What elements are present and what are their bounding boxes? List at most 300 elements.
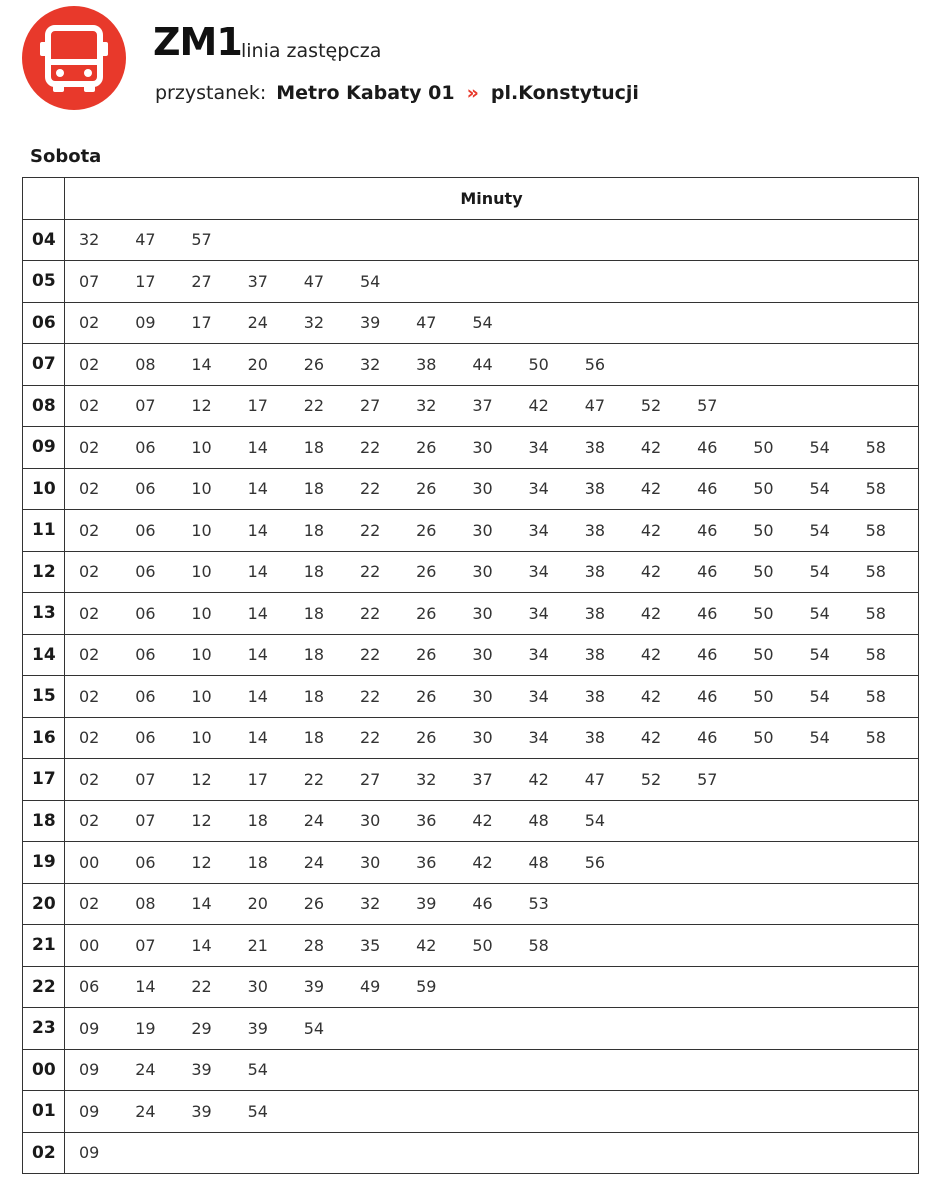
departure-minute: 24 — [303, 852, 325, 872]
hour-cell: 06 — [23, 302, 65, 344]
departure-minute: 42 — [640, 520, 662, 540]
departure-minute: 47 — [584, 396, 606, 416]
departure-minute: 06 — [135, 686, 156, 706]
minutes-cell — [65, 344, 919, 386]
departure-minute: 54 — [247, 1101, 268, 1121]
departure-minute: 02 — [79, 894, 100, 914]
departure-minute: 34 — [528, 520, 549, 540]
departure-minute: 58 — [528, 935, 549, 955]
hour-cell: 02 — [23, 1132, 65, 1174]
departure-minute: 54 — [809, 603, 830, 623]
departure-minute: 00 — [79, 852, 100, 872]
timetable — [22, 177, 919, 1174]
departure-minute: 12 — [191, 811, 212, 831]
departure-minute: 10 — [191, 562, 212, 582]
departure-minute: 58 — [865, 686, 886, 706]
departure-minute: 17 — [247, 396, 268, 416]
departure-minute: 07 — [135, 396, 156, 416]
departure-minute: 17 — [191, 313, 212, 333]
departure-minute: 02 — [79, 686, 100, 706]
departure-minute: 34 — [528, 645, 549, 665]
departure-minute: 38 — [584, 562, 606, 582]
minutes-cell — [65, 1008, 919, 1050]
departure-minute: 10 — [191, 728, 212, 748]
departure-minute: 26 — [303, 354, 325, 374]
hour-cell: 18 — [23, 800, 65, 842]
departure-minute: 48 — [528, 852, 549, 872]
departure-minute: 39 — [191, 1060, 212, 1080]
departure-minute: 22 — [359, 437, 381, 457]
departure-minute: 34 — [528, 437, 549, 457]
departure-minute: 30 — [472, 686, 493, 706]
departure-minute: 58 — [865, 645, 886, 665]
minutes-cell — [65, 510, 919, 552]
minutes-cell — [65, 1132, 919, 1174]
minutes-cell — [65, 883, 919, 925]
departure-minute: 58 — [865, 562, 886, 582]
departure-minute: 20 — [247, 354, 268, 374]
departure-minute: 08 — [135, 894, 156, 914]
destination-name: pl.Konstytucji — [490, 82, 639, 104]
departure-minute: 24 — [135, 1060, 156, 1080]
departure-minute: 02 — [79, 354, 100, 374]
departure-minute: 17 — [135, 271, 156, 291]
departure-minute: 57 — [191, 230, 212, 250]
table-row — [23, 1008, 919, 1050]
departure-minute: 07 — [135, 769, 156, 789]
departure-minute: 02 — [79, 313, 100, 333]
departure-minute: 35 — [359, 935, 381, 955]
hour-cell: 11 — [23, 510, 65, 552]
hour-cell: 22 — [23, 966, 65, 1008]
hour-cell: 14 — [23, 634, 65, 676]
departure-minute: 19 — [135, 1018, 156, 1038]
departure-minute: 58 — [865, 520, 886, 540]
departure-minute: 06 — [135, 479, 156, 499]
timetable-body — [23, 219, 919, 1174]
departure-minute: 39 — [303, 977, 325, 997]
departure-minute: 26 — [416, 479, 437, 499]
departure-minute: 06 — [135, 728, 156, 748]
departure-minute: 30 — [247, 977, 268, 997]
departure-minute: 24 — [303, 811, 325, 831]
departure-minute: 50 — [753, 520, 774, 540]
departure-minute: 18 — [303, 603, 325, 623]
departure-minute: 27 — [359, 769, 381, 789]
departure-minute: 50 — [753, 645, 774, 665]
departure-minute: 22 — [359, 728, 381, 748]
departure-minute: 18 — [303, 686, 325, 706]
minutes-cell — [65, 717, 919, 759]
departure-minute: 14 — [247, 603, 268, 623]
departure-minute: 46 — [697, 479, 718, 499]
timetable-header-row — [23, 178, 919, 220]
table-row — [23, 759, 919, 801]
departure-minute: 02 — [79, 520, 100, 540]
departure-minute: 30 — [472, 479, 493, 499]
minutes-cell — [65, 551, 919, 593]
departure-minute: 38 — [584, 603, 606, 623]
minutes-cell — [65, 219, 919, 261]
departure-minute: 42 — [640, 728, 662, 748]
departure-minute: 36 — [416, 811, 437, 831]
hour-cell: 21 — [23, 925, 65, 967]
departure-minute: 29 — [191, 1018, 212, 1038]
departure-minute: 06 — [135, 437, 156, 457]
hour-cell: 13 — [23, 593, 65, 635]
departure-minute: 18 — [303, 645, 325, 665]
departure-minute: 44 — [472, 354, 493, 374]
departure-minute: 14 — [247, 728, 268, 748]
departure-minute: 38 — [416, 354, 437, 374]
departure-minute: 10 — [191, 645, 212, 665]
departure-minute: 57 — [697, 769, 718, 789]
departure-minute: 37 — [472, 396, 493, 416]
minutes-cell — [65, 385, 919, 427]
departure-minute: 26 — [416, 603, 437, 623]
departure-minute: 46 — [472, 894, 493, 914]
hour-cell: 04 — [23, 219, 65, 261]
line-description: linia zastępcza — [241, 40, 382, 62]
table-row — [23, 842, 919, 884]
minutes-cell — [65, 1091, 919, 1133]
departure-minute: 34 — [528, 603, 549, 623]
departure-minute: 58 — [865, 479, 886, 499]
departure-minute: 02 — [79, 645, 100, 665]
departure-minute: 47 — [135, 230, 156, 250]
departure-minute: 42 — [640, 562, 662, 582]
departure-minute: 59 — [416, 977, 437, 997]
departure-minute: 54 — [809, 562, 830, 582]
departure-minute: 38 — [584, 520, 606, 540]
departure-minute: 32 — [303, 313, 325, 333]
departure-minute: 00 — [79, 935, 100, 955]
table-row — [23, 634, 919, 676]
departure-minute: 46 — [697, 603, 718, 623]
departure-minute: 30 — [472, 645, 493, 665]
stop-name: Metro Kabaty 01 — [276, 82, 455, 104]
departure-minute: 54 — [809, 437, 830, 457]
minutes-cell — [65, 468, 919, 510]
table-row — [23, 468, 919, 510]
hour-cell: 17 — [23, 759, 65, 801]
departure-minute: 30 — [472, 437, 493, 457]
departure-minute: 22 — [303, 769, 325, 789]
departure-minute: 54 — [809, 645, 830, 665]
departure-minute: 14 — [247, 437, 268, 457]
departure-minute: 36 — [416, 852, 437, 872]
departure-minute: 02 — [79, 479, 100, 499]
departure-minute: 54 — [303, 1018, 325, 1038]
departure-minute: 02 — [79, 769, 100, 789]
departure-minute: 22 — [359, 686, 381, 706]
departure-minute: 48 — [528, 811, 549, 831]
departure-minute: 52 — [640, 396, 662, 416]
departure-minute: 30 — [472, 520, 493, 540]
departure-minute: 58 — [865, 728, 886, 748]
departure-minute: 14 — [191, 894, 212, 914]
hour-column-header — [23, 178, 65, 220]
departure-minute: 50 — [753, 437, 774, 457]
departure-minute: 14 — [191, 935, 212, 955]
departure-minute: 22 — [191, 977, 212, 997]
departure-minute: 42 — [640, 479, 662, 499]
departure-minute: 54 — [584, 811, 606, 831]
minutes-cell — [65, 593, 919, 635]
departure-minute: 46 — [697, 728, 718, 748]
minutes-cell — [65, 634, 919, 676]
departure-minute: 10 — [191, 437, 212, 457]
departure-minute: 26 — [416, 645, 437, 665]
departure-minute: 47 — [303, 271, 325, 291]
departure-minute: 18 — [303, 562, 325, 582]
bus-icon — [22, 6, 126, 110]
minutes-cell — [65, 676, 919, 718]
table-row — [23, 385, 919, 427]
departure-minute: 32 — [79, 230, 100, 250]
hour-cell: 10 — [23, 468, 65, 510]
hour-cell: 08 — [23, 385, 65, 427]
hour-cell: 19 — [23, 842, 65, 884]
departure-minute: 39 — [247, 1018, 268, 1038]
hour-cell: 01 — [23, 1091, 65, 1133]
departure-minute: 02 — [79, 728, 100, 748]
departure-minute: 46 — [697, 562, 718, 582]
table-row — [23, 1091, 919, 1133]
departure-minute: 30 — [472, 562, 493, 582]
table-row — [23, 344, 919, 386]
departure-minute: 46 — [697, 686, 718, 706]
departure-minute: 24 — [135, 1101, 156, 1121]
departure-minute: 30 — [359, 852, 381, 872]
departure-minute: 10 — [191, 603, 212, 623]
minutes-column-header: Minuty — [65, 178, 919, 220]
departure-minute: 32 — [359, 894, 381, 914]
departure-minute: 22 — [359, 562, 381, 582]
departure-minute: 42 — [640, 686, 662, 706]
minutes-cell — [65, 925, 919, 967]
departure-minute: 38 — [584, 645, 606, 665]
table-row — [23, 883, 919, 925]
departure-minute: 32 — [416, 769, 437, 789]
departure-minute: 42 — [640, 603, 662, 623]
hour-cell: 00 — [23, 1049, 65, 1091]
departure-minute: 38 — [584, 728, 606, 748]
departure-minute: 07 — [135, 811, 156, 831]
departure-minute: 22 — [303, 396, 325, 416]
departure-minute: 58 — [865, 603, 886, 623]
minutes-cell — [65, 842, 919, 884]
departure-minute: 50 — [472, 935, 493, 955]
departure-minute: 27 — [359, 396, 381, 416]
hour-cell: 05 — [23, 261, 65, 303]
table-row — [23, 593, 919, 635]
departure-minute: 50 — [753, 479, 774, 499]
direction-arrow-icon: » — [466, 82, 479, 104]
minutes-cell — [65, 966, 919, 1008]
minutes-cell — [65, 302, 919, 344]
minutes-cell — [65, 759, 919, 801]
departure-minute: 50 — [528, 354, 549, 374]
departure-minute: 38 — [584, 479, 606, 499]
departure-minute: 06 — [79, 977, 100, 997]
departure-minute: 21 — [247, 935, 268, 955]
departure-minute: 53 — [528, 894, 549, 914]
departure-minute: 14 — [135, 977, 156, 997]
departure-minute: 42 — [416, 935, 437, 955]
departure-minute: 10 — [191, 520, 212, 540]
table-row — [23, 219, 919, 261]
departure-minute: 14 — [191, 354, 212, 374]
departure-minute: 47 — [416, 313, 437, 333]
departure-minute: 09 — [79, 1018, 100, 1038]
departure-minute: 17 — [247, 769, 268, 789]
hour-cell: 16 — [23, 717, 65, 759]
departure-minute: 14 — [247, 520, 268, 540]
departure-minute: 18 — [247, 852, 268, 872]
departure-minute: 14 — [247, 645, 268, 665]
minutes-cell — [65, 800, 919, 842]
departure-minute: 09 — [135, 313, 156, 333]
departure-minute: 07 — [135, 935, 156, 955]
departure-minute: 14 — [247, 479, 268, 499]
departure-minute: 02 — [79, 811, 100, 831]
departure-minute: 22 — [359, 603, 381, 623]
departure-minute: 14 — [247, 562, 268, 582]
departure-minute: 06 — [135, 645, 156, 665]
departure-minute: 34 — [528, 728, 549, 748]
departure-minute: 09 — [79, 1060, 100, 1080]
departure-minute: 26 — [416, 686, 437, 706]
hour-cell: 09 — [23, 427, 65, 469]
departure-minute: 22 — [359, 520, 381, 540]
departure-minute: 50 — [753, 728, 774, 748]
departure-minute: 09 — [79, 1101, 100, 1121]
departure-minute: 20 — [247, 894, 268, 914]
departure-minute: 39 — [359, 313, 381, 333]
departure-minute: 54 — [472, 313, 493, 333]
departure-minute: 12 — [191, 852, 212, 872]
minutes-cell — [65, 427, 919, 469]
departure-minute: 09 — [79, 1143, 100, 1163]
departure-minute: 18 — [303, 728, 325, 748]
table-row — [23, 551, 919, 593]
departure-minute: 26 — [303, 894, 325, 914]
table-row — [23, 676, 919, 718]
departure-minute: 06 — [135, 852, 156, 872]
departure-minute: 42 — [640, 437, 662, 457]
day-label: Sobota — [30, 146, 102, 167]
departure-minute: 18 — [303, 479, 325, 499]
departure-minute: 54 — [809, 728, 830, 748]
departure-minute: 27 — [191, 271, 212, 291]
departure-minute: 54 — [809, 686, 830, 706]
departure-minute: 02 — [79, 437, 100, 457]
departure-minute: 42 — [528, 769, 549, 789]
departure-minute: 06 — [135, 562, 156, 582]
departure-minute: 50 — [753, 562, 774, 582]
departure-minute: 42 — [472, 811, 493, 831]
departure-minute: 24 — [247, 313, 268, 333]
departure-minute: 39 — [416, 894, 437, 914]
table-row — [23, 800, 919, 842]
table-row — [23, 302, 919, 344]
departure-minute: 32 — [416, 396, 437, 416]
table-row — [23, 925, 919, 967]
departure-minute: 06 — [135, 520, 156, 540]
departure-minute: 49 — [359, 977, 381, 997]
departure-minute: 34 — [528, 479, 549, 499]
table-row — [23, 1049, 919, 1091]
departure-minute: 46 — [697, 437, 718, 457]
departure-minute: 30 — [359, 811, 381, 831]
departure-minute: 46 — [697, 645, 718, 665]
hour-cell: 07 — [23, 344, 65, 386]
departure-minute: 32 — [359, 354, 381, 374]
hour-cell: 15 — [23, 676, 65, 718]
departure-minute: 37 — [472, 769, 493, 789]
departure-minute: 37 — [247, 271, 268, 291]
departure-minute: 30 — [472, 728, 493, 748]
departure-minute: 38 — [584, 686, 606, 706]
departure-minute: 02 — [79, 562, 100, 582]
departure-minute: 18 — [303, 520, 325, 540]
departure-minute: 34 — [528, 686, 549, 706]
hour-cell: 20 — [23, 883, 65, 925]
minutes-cell — [65, 261, 919, 303]
departure-minute: 42 — [472, 852, 493, 872]
departure-minute: 58 — [865, 437, 886, 457]
departure-minute: 18 — [247, 811, 268, 831]
departure-minute: 46 — [697, 520, 718, 540]
departure-minute: 30 — [472, 603, 493, 623]
departure-minute: 22 — [359, 479, 381, 499]
departure-minute: 06 — [135, 603, 156, 623]
departure-minute: 08 — [135, 354, 156, 374]
departure-minute: 12 — [191, 769, 212, 789]
hour-cell: 12 — [23, 551, 65, 593]
departure-minute: 07 — [79, 271, 100, 291]
departure-minute: 39 — [191, 1101, 212, 1121]
departure-minute: 50 — [753, 686, 774, 706]
departure-minute: 42 — [640, 645, 662, 665]
departure-minute: 56 — [584, 354, 606, 374]
departure-minute: 52 — [640, 769, 662, 789]
departure-minute: 12 — [191, 396, 212, 416]
departure-minute: 26 — [416, 437, 437, 457]
stop-info — [155, 82, 639, 104]
hour-cell: 23 — [23, 1008, 65, 1050]
departure-minute: 38 — [584, 437, 606, 457]
minutes-cell — [65, 1049, 919, 1091]
departure-minute: 22 — [359, 645, 381, 665]
departure-minute: 47 — [584, 769, 606, 789]
departure-minute: 02 — [79, 396, 100, 416]
departure-minute: 54 — [247, 1060, 268, 1080]
departure-minute: 10 — [191, 686, 212, 706]
timetable-header — [0, 0, 935, 130]
departure-minute: 26 — [416, 562, 437, 582]
departure-minute: 26 — [416, 728, 437, 748]
table-row — [23, 261, 919, 303]
departure-minute: 14 — [247, 686, 268, 706]
departure-minute: 54 — [809, 520, 830, 540]
departure-minute: 26 — [416, 520, 437, 540]
table-row — [23, 427, 919, 469]
departure-minute: 18 — [303, 437, 325, 457]
departure-minute: 54 — [359, 271, 381, 291]
table-row — [23, 966, 919, 1008]
